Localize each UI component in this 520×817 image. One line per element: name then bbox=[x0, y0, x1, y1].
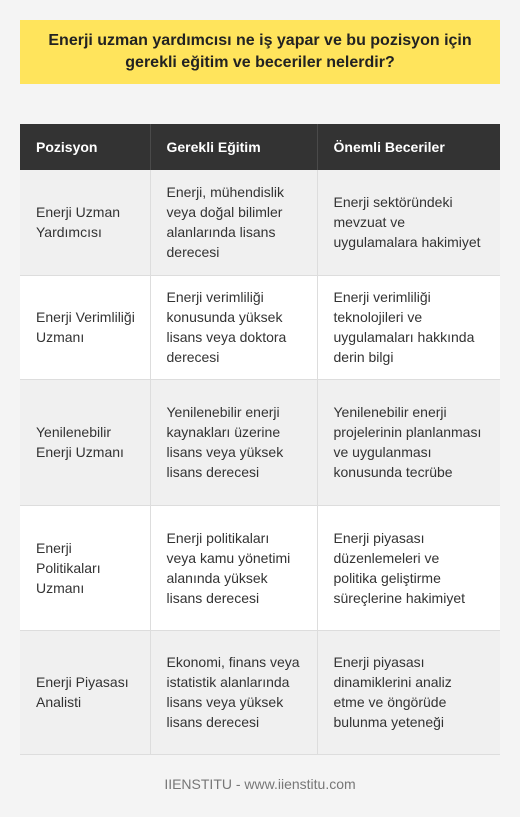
position-cell: Yenilenebilir Enerji Uzmanı bbox=[20, 379, 150, 505]
education-cell: Enerji politikaları veya kamu yönetimi alanında yüksek lisans derecesi bbox=[150, 505, 317, 630]
education-cell: Enerji, mühendislik veya doğal bilimler alanlarında lisans derecesi bbox=[150, 170, 317, 275]
column-header-onemli-beceriler: Önemli Beceriler bbox=[317, 124, 500, 170]
table-row bbox=[20, 275, 500, 379]
table-row bbox=[20, 505, 500, 630]
position-cell: Enerji Uzman Yardımcısı bbox=[20, 170, 150, 275]
column-header-pozisyon: Pozisyon bbox=[20, 124, 150, 170]
table-header-row bbox=[20, 124, 500, 170]
footer-credit: IIENSTITU - www.iienstitu.com bbox=[164, 776, 356, 792]
education-cell: Yenilenebilir enerji kaynakları üzerine lisans veya yüksek lisans derecesi bbox=[150, 379, 317, 505]
position-cell: Enerji Politikaları Uzmanı bbox=[20, 505, 150, 630]
table-row bbox=[20, 170, 500, 275]
title-banner bbox=[20, 20, 500, 84]
skills-cell: Enerji piyasası dinamiklerini analiz etme ve öngörüde bulunma yeteneği bbox=[317, 630, 500, 754]
positions-table bbox=[20, 124, 500, 755]
position-cell: Enerji Piyasası Analisti bbox=[20, 630, 150, 754]
page-title: Enerji uzman yardımcısı ne iş yapar ve bu pozisyon için gerekli eğitim ve beceriler nelerdir? bbox=[48, 32, 472, 71]
skills-cell: Enerji verimliliği teknolojileri ve uygulamaları hakkında derin bilgi bbox=[317, 275, 500, 379]
table-row bbox=[20, 379, 500, 505]
position-cell: Enerji Verimliliği Uzmanı bbox=[20, 275, 150, 379]
skills-cell: Enerji piyasası düzenlemeleri ve politika geliştirme süreçlerine hakimiyet bbox=[317, 505, 500, 630]
education-cell: Ekonomi, finans veya istatistik alanlarında lisans veya yüksek lisans derecesi bbox=[150, 630, 317, 754]
table-row bbox=[20, 630, 500, 754]
column-header-gerekli-egitim: Gerekli Eğitim bbox=[150, 124, 317, 170]
education-cell: Enerji verimliliği konusunda yüksek lisans veya doktora derecesi bbox=[150, 275, 317, 379]
skills-cell: Enerji sektöründeki mevzuat ve uygulamalara hakimiyet bbox=[317, 170, 500, 275]
skills-cell: Yenilenebilir enerji projelerinin planlanması ve uygulanması konusunda tecrübe bbox=[317, 379, 500, 505]
